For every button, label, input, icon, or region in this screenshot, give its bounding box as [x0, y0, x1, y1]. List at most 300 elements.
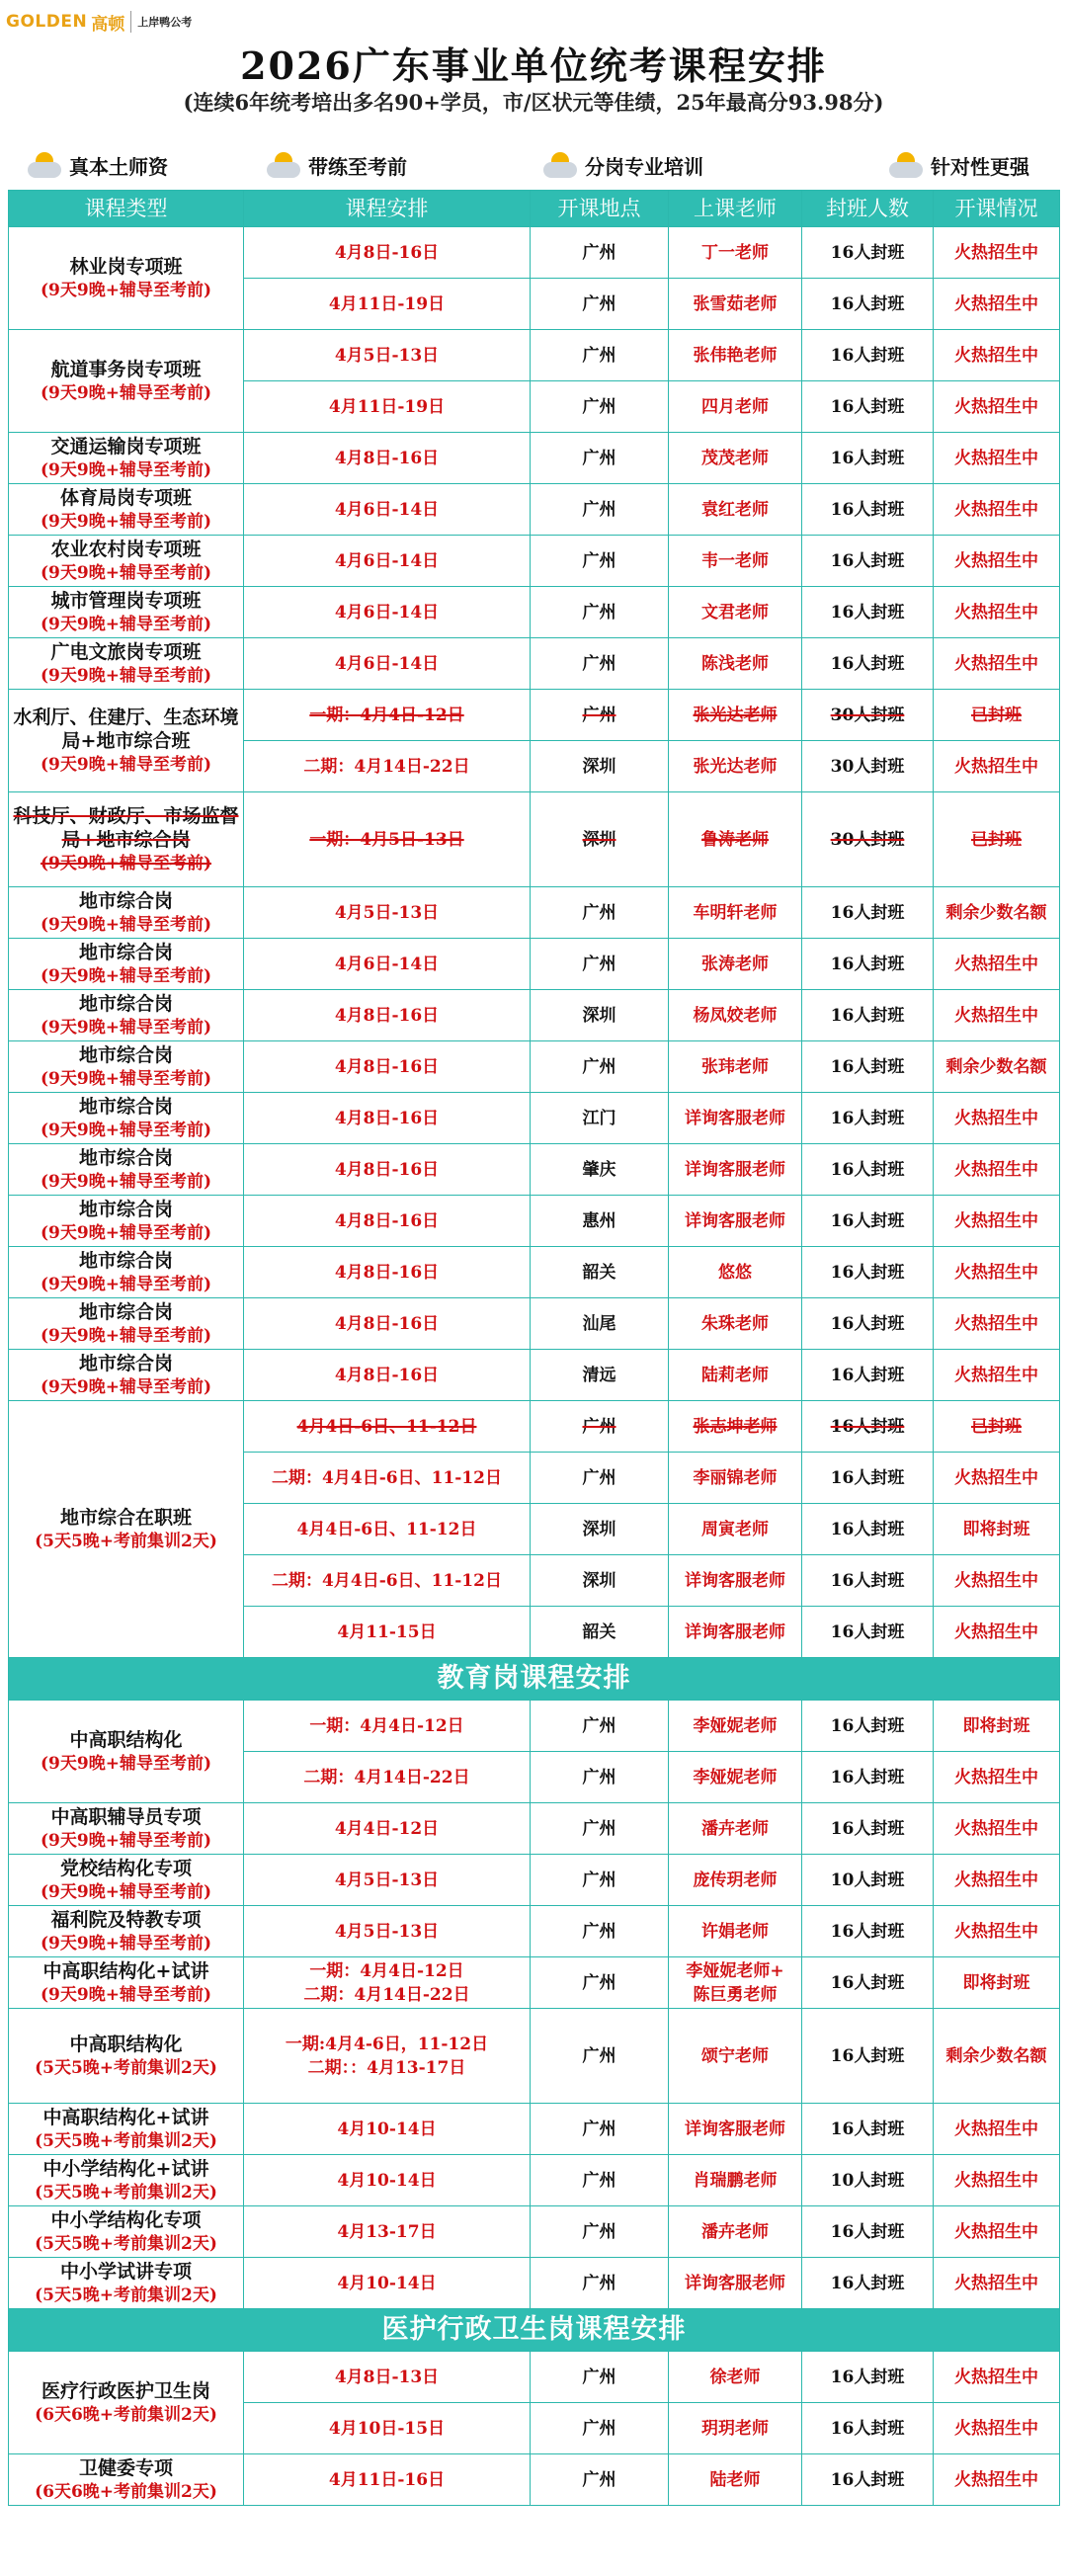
- table-row: [9, 990, 1060, 1041]
- course-teacher-cell: [669, 2009, 802, 2104]
- course-teacher-cell: [669, 381, 802, 433]
- enrollment-status-cell: [934, 1247, 1060, 1298]
- course-date-cell: [244, 2258, 531, 2309]
- course-type-cell: [9, 1196, 244, 1247]
- course-date: 4月13-17日: [337, 2221, 437, 2242]
- enrollment-status: 火热招生中: [954, 2119, 1038, 2139]
- class-size-cell: [802, 2258, 934, 2309]
- course-teacher-cell: [669, 1504, 802, 1555]
- course-type-cell: [9, 536, 244, 587]
- course-teacher-cell: [669, 990, 802, 1041]
- table-row: [9, 227, 1060, 279]
- course-date-cell: [244, 1298, 531, 1350]
- course-location: 广州: [582, 653, 616, 674]
- course-name: 福利院及特教专项: [50, 1908, 202, 1931]
- course-location: 广州: [582, 499, 616, 520]
- course-teacher: 张光达老师: [693, 705, 778, 725]
- class-size: 16人封班: [830, 345, 905, 366]
- course-location: 深圳: [582, 756, 616, 777]
- class-size: 16人封班: [830, 2045, 905, 2066]
- course-date-cell: [244, 1093, 531, 1144]
- class-size-cell: [802, 1607, 934, 1658]
- course-type-cell: [9, 2454, 244, 2506]
- course-date: 4月5日-13日: [334, 1870, 440, 1890]
- course-teacher: 杨凤姣老师: [693, 1005, 778, 1026]
- course-location-cell: [531, 2403, 669, 2454]
- course-location-cell: [531, 1350, 669, 1401]
- course-date-cell: [244, 2009, 531, 2104]
- table-row: [9, 1196, 1060, 1247]
- course-date: 4月11日-19日: [328, 293, 446, 314]
- enrollment-status: 火热招生中: [954, 550, 1038, 571]
- course-date-cell: [244, 638, 531, 690]
- course-date: 一期：4月4日-12日 二期：4月14日-22日: [303, 1960, 470, 2005]
- class-size: 16人封班: [830, 1467, 905, 1488]
- course-date: 4月6日-14日: [334, 499, 440, 520]
- class-size-cell: [802, 484, 934, 536]
- course-format: (9天9晚+辅导至考前): [41, 1068, 211, 1089]
- course-date-cell: [244, 2403, 531, 2454]
- class-size-cell: [802, 741, 934, 792]
- class-size-cell: [802, 433, 934, 484]
- enrollment-status-cell: [934, 939, 1060, 990]
- class-size: 16人封班: [830, 2273, 905, 2293]
- course-location-cell: [531, 1504, 669, 1555]
- course-teacher: 鲁涛老师: [701, 829, 769, 850]
- course-date: 4月8日-16日: [334, 1262, 440, 1283]
- course-location-cell: [531, 741, 669, 792]
- table-row: [9, 433, 1060, 484]
- table-row: [9, 1350, 1060, 1401]
- class-size-cell: [802, 330, 934, 381]
- course-location-cell: [531, 939, 669, 990]
- course-date: 4月6日-14日: [334, 602, 440, 623]
- course-date: 4月4日-6日、11-12日: [296, 1416, 477, 1437]
- feature-item: [28, 146, 168, 184]
- course-date: 4月10-14日: [337, 2273, 437, 2293]
- sun-cloud-icon: [267, 150, 302, 180]
- table-row: [9, 1957, 1060, 2009]
- course-date: 4月8日-16日: [334, 242, 440, 263]
- course-format: (9天9晚+辅导至考前): [41, 1120, 211, 1140]
- enrollment-status-cell: [934, 741, 1060, 792]
- course-format: (9天9晚+辅导至考前): [41, 1171, 211, 1192]
- enrollment-status-cell: [934, 1555, 1060, 1607]
- course-teacher: 潘卉老师: [701, 1818, 769, 1839]
- course-location: 汕尾: [582, 1313, 616, 1334]
- enrollment-status: 即将封班: [962, 1519, 1030, 1539]
- class-size-cell: [802, 690, 934, 741]
- course-name: 中高职结构化: [69, 2033, 183, 2055]
- enrollment-status: 火热招生中: [954, 2418, 1038, 2439]
- course-date: 4月4日-12日: [334, 1818, 440, 1839]
- course-location-cell: [531, 1855, 669, 1906]
- course-teacher: 详询客服老师: [685, 1108, 785, 1128]
- course-format: (9天9晚+辅导至考前): [41, 914, 211, 935]
- course-date: 4月8日-16日: [334, 1108, 440, 1128]
- table-row: [9, 1803, 1060, 1855]
- course-date: 一期：4月4日-12日: [309, 1715, 464, 1736]
- class-size: 16人封班: [830, 954, 905, 974]
- table-row: [9, 1906, 1060, 1957]
- course-location-cell: [531, 2009, 669, 2104]
- table-row: [9, 536, 1060, 587]
- course-format: (9天9晚+辅导至考前): [41, 1881, 211, 1902]
- class-size: 16人封班: [830, 396, 905, 417]
- course-date-cell: [244, 939, 531, 990]
- page-subtitle: (连续6年统考培出多名90+学员，市/区状元等佳绩，25年最高分93.98分): [183, 90, 884, 115]
- table-row: [9, 638, 1060, 690]
- course-date: 4月10-14日: [337, 2119, 437, 2139]
- course-teacher: 颂宁老师: [701, 2045, 769, 2066]
- course-teacher: 详询客服老师: [685, 1621, 785, 1642]
- course-format: (5天5晚+考前集训2天): [35, 2233, 217, 2254]
- course-date: 4月8日-16日: [334, 1365, 440, 1385]
- course-teacher-cell: [669, 587, 802, 638]
- course-teacher-cell: [669, 330, 802, 381]
- table-row: [9, 1041, 1060, 1093]
- class-size: 16人封班: [830, 550, 905, 571]
- enrollment-status-cell: [934, 1401, 1060, 1453]
- course-date: 4月4日-6日、11-12日: [296, 1519, 477, 1539]
- enrollment-status-cell: [934, 2454, 1060, 2506]
- course-teacher: 张玮老师: [701, 1056, 769, 1077]
- course-date-cell: [244, 330, 531, 381]
- enrollment-status: 火热招生中: [954, 2221, 1038, 2242]
- course-date: 4月6日-14日: [334, 653, 440, 674]
- table-row: [9, 1401, 1060, 1453]
- course-location: 韶关: [582, 1621, 616, 1642]
- course-teacher-cell: [669, 1196, 802, 1247]
- enrollment-status-cell: [934, 2206, 1060, 2258]
- course-teacher-cell: [669, 536, 802, 587]
- feature-label: 真本土师资: [69, 154, 168, 179]
- enrollment-status-cell: [934, 484, 1060, 536]
- course-location: 江门: [582, 1108, 616, 1128]
- course-teacher-cell: [669, 1144, 802, 1196]
- course-type-cell: [9, 1144, 244, 1196]
- class-size: 16人封班: [830, 1056, 905, 1077]
- course-name: 中小学试讲专项: [59, 2260, 192, 2283]
- enrollment-status-cell: [934, 227, 1060, 279]
- enrollment-status-cell: [934, 792, 1060, 887]
- course-name: 交通运输岗专项班: [50, 435, 202, 457]
- course-format: (9天9晚+辅导至考前): [41, 1376, 211, 1397]
- class-size-cell: [802, 1093, 934, 1144]
- column-header: 开课情况: [934, 191, 1060, 227]
- course-name: 农业农村岗专项班: [50, 538, 202, 560]
- enrollment-status: 火热招生中: [954, 242, 1038, 263]
- enrollment-status: 剩余少数名额: [945, 902, 1047, 923]
- class-size: 16人封班: [830, 653, 905, 674]
- class-size-cell: [802, 1041, 934, 1093]
- section-title-row: [9, 2309, 1060, 2352]
- course-teacher-cell: [669, 2454, 802, 2506]
- course-location-cell: [531, 536, 669, 587]
- course-location: 韶关: [582, 1262, 616, 1283]
- course-name: 体育局岗专项班: [59, 486, 192, 509]
- table-row: [9, 587, 1060, 638]
- course-teacher: 详询客服老师: [685, 1210, 785, 1231]
- course-location-cell: [531, 792, 669, 887]
- course-location: 广州: [582, 1416, 616, 1437]
- course-teacher: 潘卉老师: [701, 2221, 769, 2242]
- course-name: 地市综合岗: [78, 992, 173, 1015]
- class-size-cell: [802, 1196, 934, 1247]
- enrollment-status: 火热招生中: [954, 1210, 1038, 1231]
- course-location-cell: [531, 227, 669, 279]
- course-type-cell: [9, 587, 244, 638]
- course-teacher: 李丽锦老师: [693, 1467, 778, 1488]
- course-teacher-cell: [669, 2258, 802, 2309]
- class-size-cell: [802, 1504, 934, 1555]
- class-size: 10人封班: [830, 1870, 905, 1890]
- enrollment-status: 火热招生中: [954, 954, 1038, 974]
- logo-golden: GOLDEN: [6, 12, 88, 32]
- course-location: 广州: [582, 2119, 616, 2139]
- class-size: 30人封班: [830, 705, 905, 725]
- course-location-cell: [531, 1093, 669, 1144]
- table-row: [9, 887, 1060, 939]
- course-date: 二期：4月4日-6日、11-12日: [272, 1570, 502, 1591]
- course-name: 林业岗专项班: [69, 255, 183, 278]
- course-type-cell: [9, 1041, 244, 1093]
- course-location: 广州: [582, 345, 616, 366]
- course-type-cell: [9, 2206, 244, 2258]
- enrollment-status: 即将封班: [962, 1715, 1030, 1736]
- enrollment-status: 火热招生中: [954, 448, 1038, 468]
- course-date-cell: [244, 1855, 531, 1906]
- class-size: 16人封班: [830, 242, 905, 263]
- enrollment-status: 火热招生中: [954, 1005, 1038, 1026]
- course-teacher: 丁一老师: [701, 242, 769, 263]
- course-schedule-table: [8, 190, 1060, 2506]
- course-location-cell: [531, 690, 669, 741]
- class-size-cell: [802, 792, 934, 887]
- course-location: 广州: [582, 242, 616, 263]
- course-location-cell: [531, 2155, 669, 2206]
- enrollment-status-cell: [934, 990, 1060, 1041]
- course-location: 广州: [582, 550, 616, 571]
- course-teacher-cell: [669, 887, 802, 939]
- course-format: (5天5晚+考前集训2天): [35, 2182, 217, 2202]
- course-location-cell: [531, 638, 669, 690]
- schedule-body: [9, 191, 1060, 2506]
- course-date-cell: [244, 690, 531, 741]
- class-size-cell: [802, 587, 934, 638]
- class-size-cell: [802, 1906, 934, 1957]
- course-teacher-cell: [669, 1701, 802, 1752]
- course-location-cell: [531, 2258, 669, 2309]
- course-type-cell: [9, 990, 244, 1041]
- course-date-cell: [244, 587, 531, 638]
- course-name: 地市综合岗: [78, 941, 173, 963]
- table-row: [9, 2009, 1060, 2104]
- course-location: 广州: [582, 902, 616, 923]
- class-size-cell: [802, 1803, 934, 1855]
- course-date: 4月8日-16日: [334, 1210, 440, 1231]
- course-location-cell: [531, 1247, 669, 1298]
- class-size-cell: [802, 1350, 934, 1401]
- course-date-cell: [244, 433, 531, 484]
- course-date-cell: [244, 1607, 531, 1658]
- course-location-cell: [531, 433, 669, 484]
- course-location-cell: [531, 587, 669, 638]
- course-type-cell: [9, 1803, 244, 1855]
- course-format: (5天5晚+考前集训2天): [35, 2130, 217, 2151]
- course-format: (9天9晚+辅导至考前): [41, 1222, 211, 1243]
- class-size-cell: [802, 1453, 934, 1504]
- enrollment-status-cell: [934, 1752, 1060, 1803]
- brand-logo: [6, 4, 192, 40]
- course-teacher-cell: [669, 433, 802, 484]
- course-date: 4月11日-16日: [328, 2469, 446, 2490]
- course-format: (6天6晚+考前集训2天): [35, 2481, 217, 2502]
- feature-item: [889, 146, 1029, 184]
- course-teacher-cell: [669, 1957, 802, 2009]
- enrollment-status-cell: [934, 1093, 1060, 1144]
- class-size: 16人封班: [830, 1416, 905, 1437]
- course-type-cell: [9, 2104, 244, 2155]
- class-size: 16人封班: [830, 1159, 905, 1180]
- enrollment-status-cell: [934, 1196, 1060, 1247]
- course-date: 4月10日-15日: [328, 2418, 446, 2439]
- enrollment-status: 火热招生中: [954, 1108, 1038, 1128]
- course-type-cell: [9, 1093, 244, 1144]
- class-size: 16人封班: [830, 1767, 905, 1787]
- course-date: 4月6日-14日: [334, 550, 440, 571]
- class-size-cell: [802, 1555, 934, 1607]
- enrollment-status: 火热招生中: [954, 756, 1038, 777]
- enrollment-status: 已封班: [971, 1416, 1022, 1437]
- course-date: 4月5日-13日: [334, 345, 440, 366]
- course-teacher-cell: [669, 279, 802, 330]
- column-header: 课程类型: [9, 191, 244, 227]
- course-location-cell: [531, 279, 669, 330]
- course-teacher-cell: [669, 690, 802, 741]
- course-format: (9天9晚+辅导至考前): [41, 853, 211, 873]
- course-type-cell: [9, 1298, 244, 1350]
- course-name: 中高职结构化: [69, 1728, 183, 1751]
- partner-logo: 上岸鸭公考: [137, 16, 193, 29]
- course-name: 中高职结构化+试讲: [42, 1959, 209, 1982]
- enrollment-status-cell: [934, 1350, 1060, 1401]
- course-date: 二期：4月14日-22日: [303, 1767, 470, 1787]
- enrollment-status: 火热招生中: [954, 2273, 1038, 2293]
- course-date-cell: [244, 2155, 531, 2206]
- course-location-cell: [531, 1906, 669, 1957]
- enrollment-status-cell: [934, 536, 1060, 587]
- class-size: 16人封班: [830, 1972, 905, 1993]
- course-date-cell: [244, 279, 531, 330]
- course-teacher-cell: [669, 1803, 802, 1855]
- class-size: 10人封班: [830, 2170, 905, 2191]
- class-size: 16人封班: [830, 499, 905, 520]
- course-format: (9天9晚+辅导至考前): [41, 1830, 211, 1851]
- course-name: 广电文旅岗专项班: [50, 640, 202, 663]
- course-date: 4月11日-19日: [328, 396, 446, 417]
- course-location: 深圳: [582, 1005, 616, 1026]
- class-size-cell: [802, 1701, 934, 1752]
- course-format: (9天9晚+辅导至考前): [41, 614, 211, 634]
- course-location: 广州: [582, 293, 616, 314]
- course-type-cell: [9, 227, 244, 330]
- course-teacher-cell: [669, 2206, 802, 2258]
- class-size-cell: [802, 939, 934, 990]
- enrollment-status: 火热招生中: [954, 2469, 1038, 2490]
- course-location: 广州: [582, 1818, 616, 1839]
- course-date-cell: [244, 2104, 531, 2155]
- course-location-cell: [531, 484, 669, 536]
- course-name: 中高职结构化+试讲: [42, 2106, 209, 2128]
- class-size-cell: [802, 2104, 934, 2155]
- course-location-cell: [531, 1196, 669, 1247]
- class-size-cell: [802, 1247, 934, 1298]
- course-location-cell: [531, 2206, 669, 2258]
- class-size: 16人封班: [830, 1570, 905, 1591]
- course-date-cell: [244, 741, 531, 792]
- course-teacher: 袁红老师: [701, 499, 769, 520]
- course-teacher: 车明轩老师: [693, 902, 778, 923]
- enrollment-status: 火热招生中: [954, 396, 1038, 417]
- class-size-cell: [802, 1855, 934, 1906]
- course-name: 地市综合岗: [78, 1198, 173, 1220]
- course-type-cell: [9, 1957, 244, 2009]
- course-date-cell: [244, 1957, 531, 2009]
- sun-cloud-icon: [28, 150, 63, 180]
- enrollment-status: 火热招生中: [954, 1818, 1038, 1839]
- enrollment-status: 火热招生中: [954, 602, 1038, 623]
- course-teacher-cell: [669, 1752, 802, 1803]
- course-format: (9天9晚+辅导至考前): [41, 665, 211, 686]
- course-type-cell: [9, 2155, 244, 2206]
- enrollment-status-cell: [934, 887, 1060, 939]
- course-name: 医疗行政医护卫生岗: [41, 2379, 210, 2402]
- class-size: 16人封班: [830, 902, 905, 923]
- enrollment-status-cell: [934, 330, 1060, 381]
- course-date-cell: [244, 2454, 531, 2506]
- logo-chinese: 高顿: [91, 14, 125, 35]
- course-format: (9天9晚+辅导至考前): [41, 280, 211, 300]
- course-date-cell: [244, 1752, 531, 1803]
- column-header: 上课老师: [669, 191, 802, 227]
- course-name: 地市综合在职班: [59, 1506, 192, 1529]
- sun-cloud-icon: [889, 150, 925, 180]
- course-location-cell: [531, 2454, 669, 2506]
- course-teacher: 肖瑞鹏老师: [693, 2170, 778, 2191]
- enrollment-status-cell: [934, 2104, 1060, 2155]
- course-name: 科技厅、财政厅、市场监督局+地市综合岗: [13, 804, 239, 851]
- class-size-cell: [802, 2206, 934, 2258]
- enrollment-status-cell: [934, 1144, 1060, 1196]
- enrollment-status: 剩余少数名额: [945, 1056, 1047, 1077]
- feature-label: 针对性更强: [931, 154, 1029, 179]
- course-teacher-cell: [669, 1298, 802, 1350]
- course-date-cell: [244, 1701, 531, 1752]
- table-row: [9, 2155, 1060, 2206]
- enrollment-status-cell: [934, 2155, 1060, 2206]
- course-teacher: 张涛老师: [701, 954, 769, 974]
- course-location: 广州: [582, 2418, 616, 2439]
- course-teacher: 周寅老师: [701, 1519, 769, 1539]
- course-format: (6天6晚+考前集训2天): [35, 2404, 217, 2425]
- table-row: [9, 484, 1060, 536]
- course-teacher: 徐老师: [709, 2367, 761, 2387]
- course-date-cell: [244, 1555, 531, 1607]
- course-teacher: 陆莉老师: [701, 1365, 769, 1385]
- course-teacher: 张雪茹老师: [693, 293, 778, 314]
- course-teacher: 庞传玥老师: [693, 1870, 778, 1890]
